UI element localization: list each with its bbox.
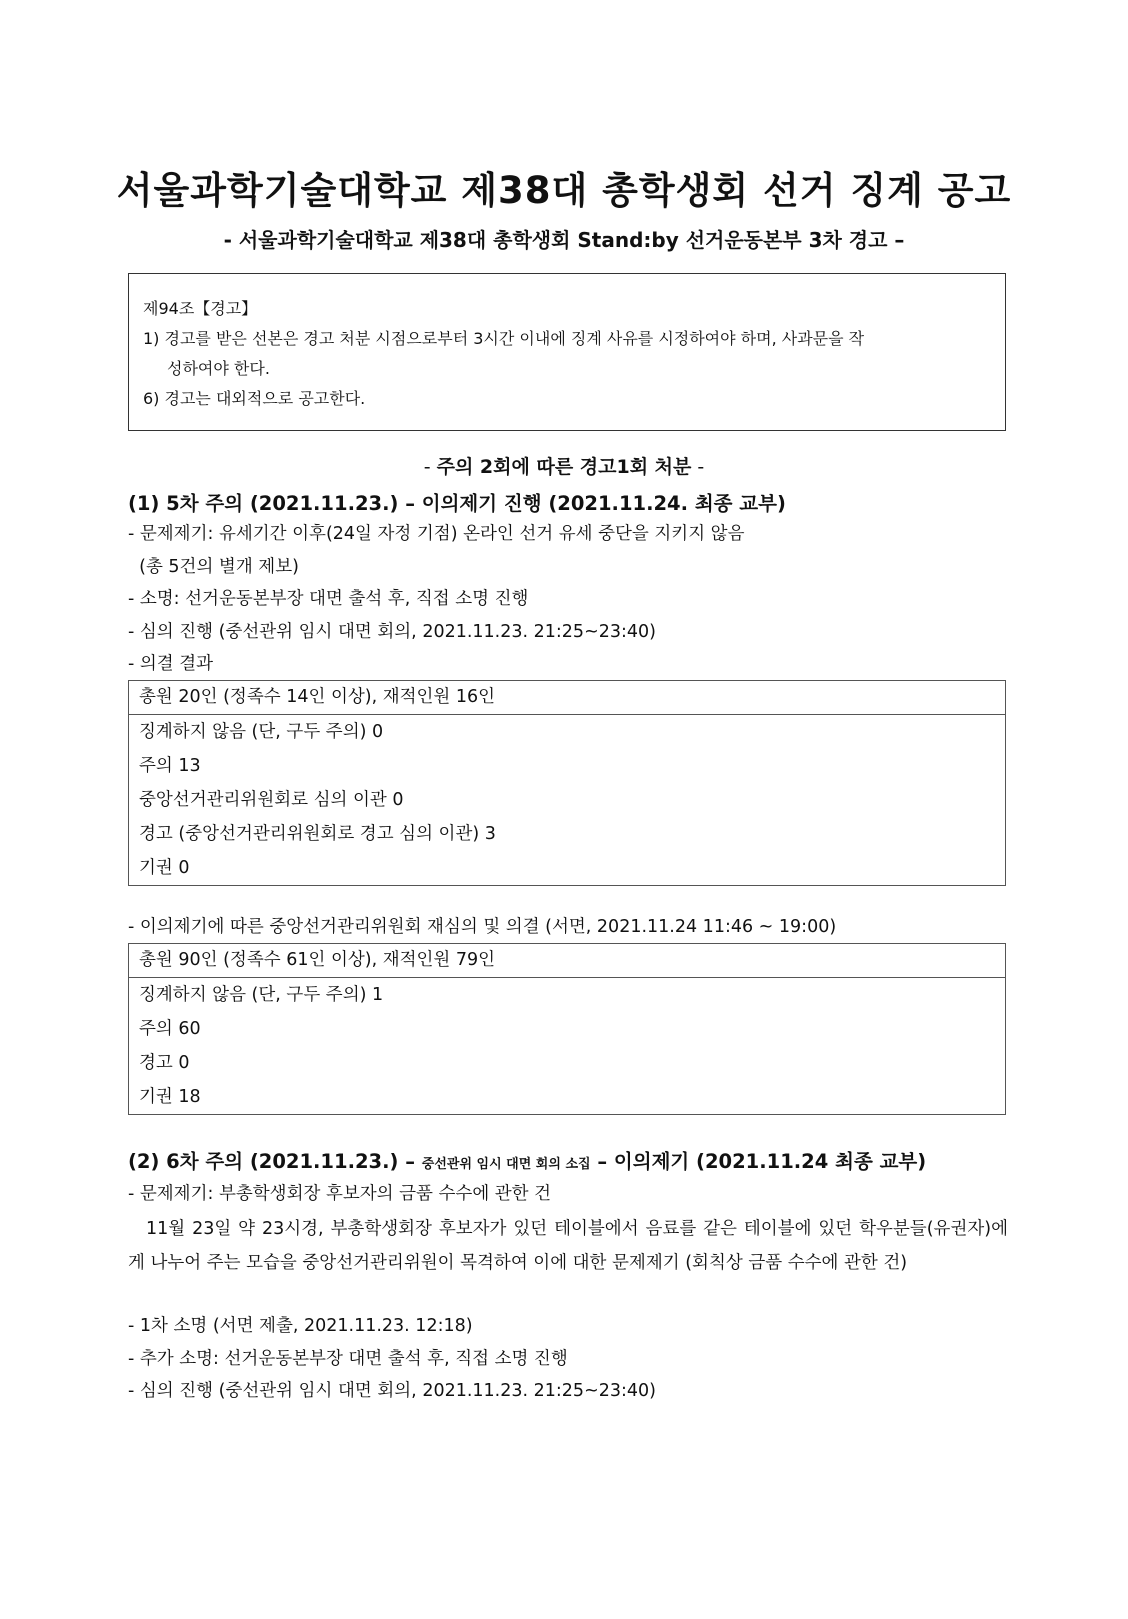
section1-result-label: - 의결 결과 [128, 654, 214, 674]
section2-review: - 심의 진행 (중선관위 임시 대면 회의, 2021.11.23. 21:25~23:40) [128, 1381, 656, 1401]
penalty-heading-suffix: - [691, 456, 705, 478]
vote-table-2 [128, 943, 1006, 1115]
section2-first-explanation: - 1차 소명 (서면 제출, 2021.11.23. 12:18) [128, 1316, 473, 1336]
section2-heading [128, 1146, 926, 1174]
penalty-heading-prefix: - [423, 456, 437, 478]
penalty-heading-text: 주의 2회에 따른 경고1회 처분 [436, 456, 692, 478]
penalty-heading [0, 452, 1128, 479]
table-row: 경고 (중앙선거관리위원회로 경고 심의 이관) 3 [139, 824, 496, 844]
appeal-line: - 이의제기에 따른 중앙선거관리위원회 재심의 및 의결 (서면, 2021.11.24 11:46 ~ 19:00) [128, 917, 837, 937]
section2-issue: - 문제제기: 부총학생회장 후보자의 금품 수수에 관한 건 [128, 1184, 552, 1204]
table-row: 징계하지 않음 (단, 구두 주의) 0 [139, 722, 384, 742]
table-row: 경고 0 [139, 1053, 190, 1073]
table-row: 주의 60 [139, 1019, 201, 1039]
rule-item-1-cont: 성하여야 한다. [167, 359, 270, 378]
section1-issue-note: (총 5건의 별개 제보) [128, 557, 299, 577]
rule-item-1: 1) 경고를 받은 선본은 경고 처분 시점으로부터 3시간 이내에 징계 사유를 시정하여야 하며, 사과문을 작 [143, 329, 865, 348]
section2-additional-explanation: - 추가 소명: 선거운동본부장 대면 출석 후, 직접 소명 진행 [128, 1349, 568, 1369]
section1-issue: - 문제제기: 유세기간 이후(24일 자정 기점) 온라인 선거 유세 중단을 지키지 않음 [128, 524, 745, 544]
table-row: 기권 0 [139, 858, 190, 878]
table-row: 기권 18 [139, 1087, 201, 1107]
rule-box [128, 273, 1006, 431]
section2-paragraph: 11월 23일 약 23시경, 부총학생회장 후보자가 있던 테이블에서 음료를 같은 테이블에 있던 학우분들(유권자)에게 나누어 주는 모습을 중앙선거관리위원이 목격하여 이에 대한 문제제기 (회칙상 금품 수수에 관한 건) [128, 1219, 1008, 1273]
vote-table-1-header: 총원 20인 (정족수 14인 이상), 재적인원 16인 [129, 681, 1005, 715]
vote-table-2-header: 총원 90인 (정족수 61인 이상), 재적인원 79인 [129, 944, 1005, 978]
page-subtitle: - 서울과학기술대학교 제38대 총학생회 Stand:by 선거운동본부 3차 경고 – [223, 228, 905, 252]
table-row: 주의 13 [139, 756, 201, 776]
table-row: 징계하지 않음 (단, 구두 주의) 1 [139, 985, 384, 1005]
section2-heading-main: (2) 6차 주의 (2021.11.23.) – [128, 1150, 422, 1173]
section2-heading-end: – 이의제기 (2021.11.24 최종 교부) [590, 1150, 927, 1173]
table-row: 중앙선거관리위원회로 심의 이관 0 [139, 790, 404, 810]
section1-explanation: - 소명: 선거운동본부장 대면 출석 후, 직접 소명 진행 [128, 589, 529, 609]
rule-item-6: 6) 경고는 대외적으로 공고한다. [143, 389, 366, 408]
section1-heading: (1) 5차 주의 (2021.11.23.) – 이의제기 진행 (2021.11.24. 최종 교부) [128, 492, 786, 515]
section1-review: - 심의 진행 (중선관위 임시 대면 회의, 2021.11.23. 21:25~23:40) [128, 622, 656, 642]
section2-heading-small: 중선관위 임시 대면 회의 소집 [421, 1157, 591, 1172]
rule-heading: 제94조【경고】 [143, 299, 258, 318]
vote-table-1 [128, 680, 1006, 886]
page-title: 서울과학기술대학교 제38대 총학생회 선거 징계 공고 [116, 169, 1012, 212]
